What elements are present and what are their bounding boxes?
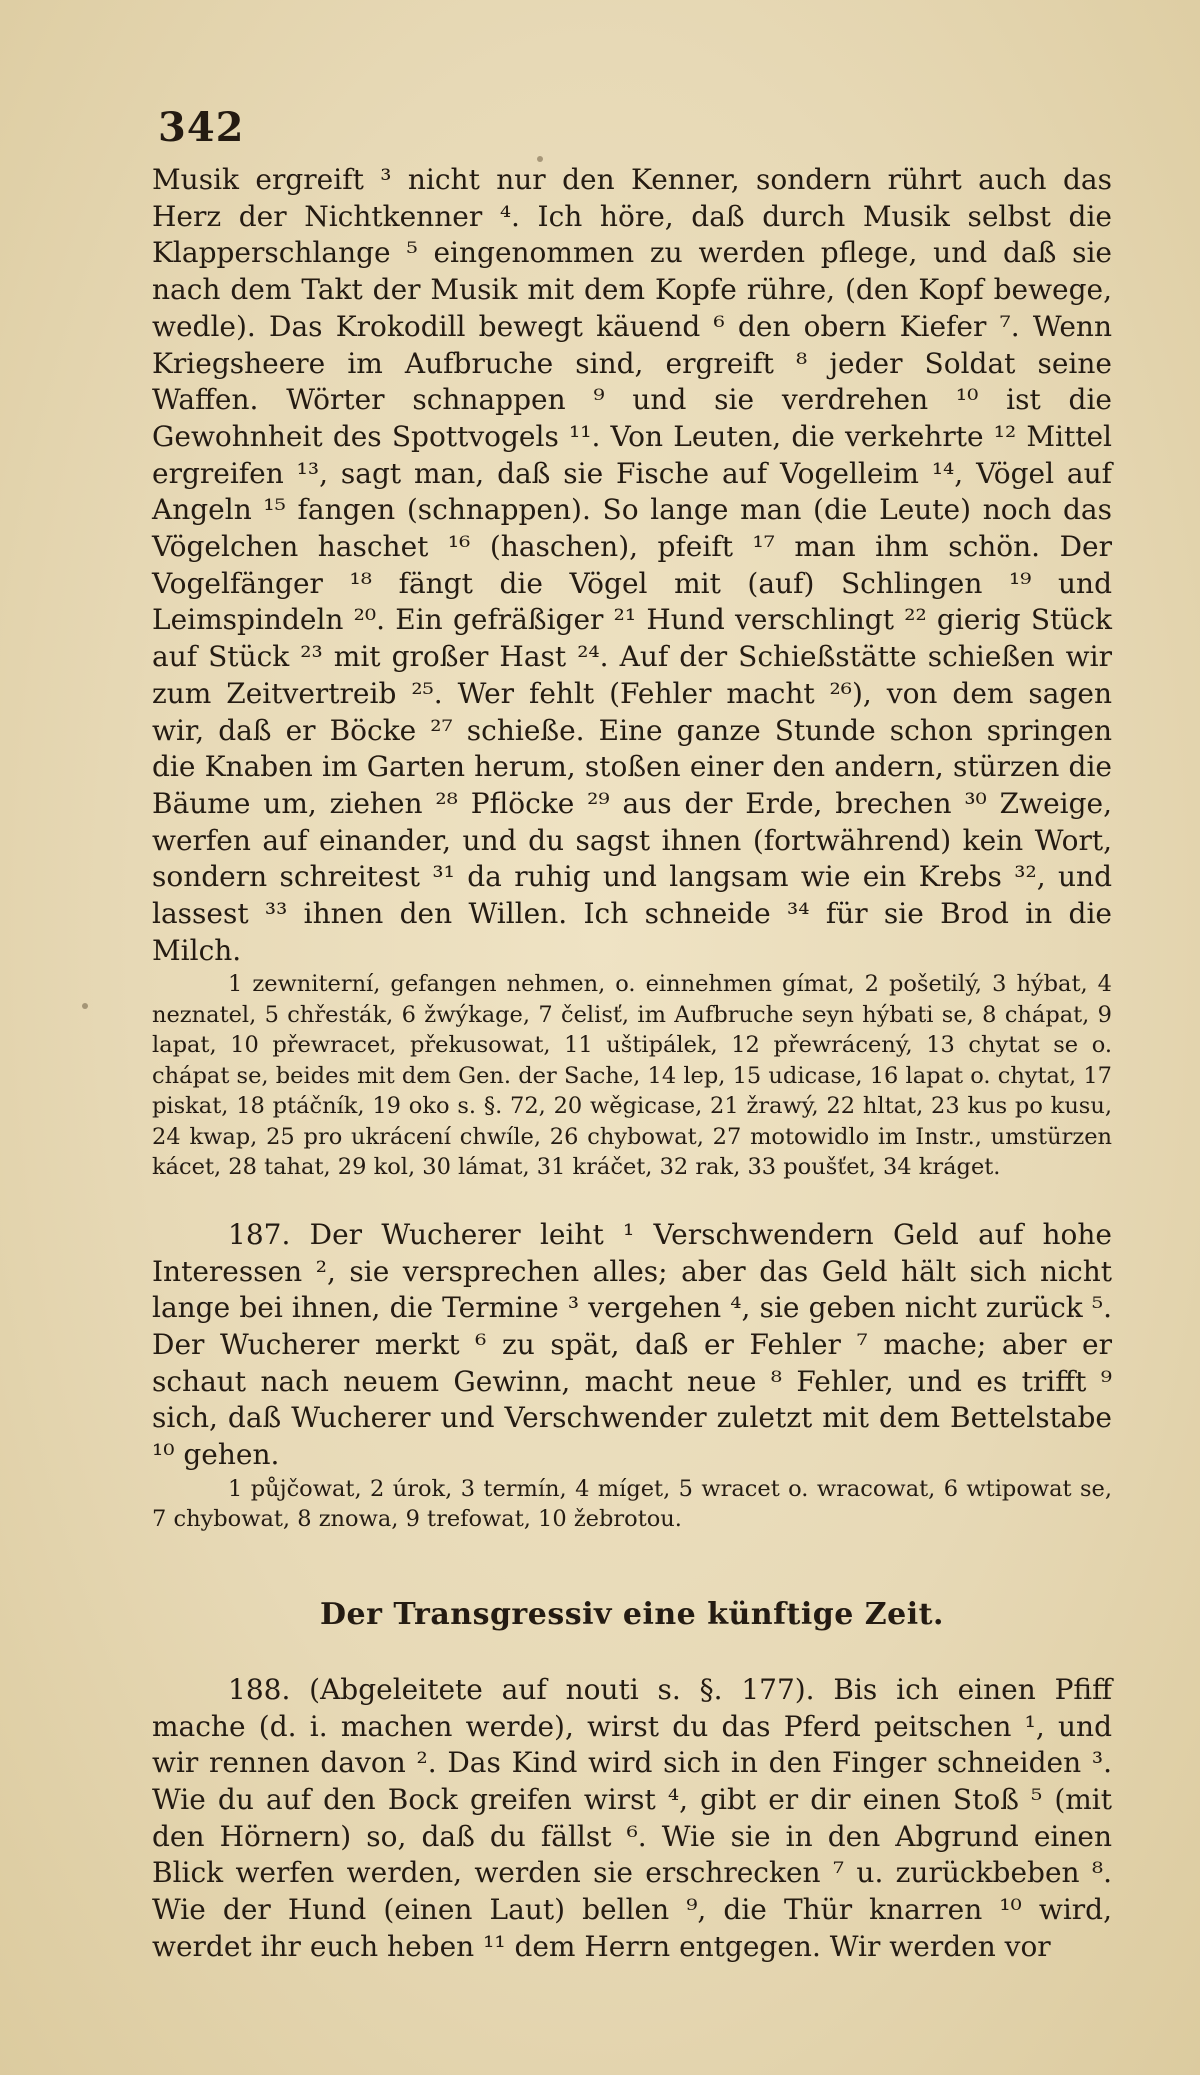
vocabulary-notes-187: 1 půjčowat, 2 úrok, 3 termín, 4 míget, 5 wracet o. wracowat, 6 wtipowat se, 7 chybowat, 8 znowa, 9 trefowat, 10 žebrotou. — [152, 1475, 1112, 1533]
paragraph-187: 187. Der Wucherer leiht ¹ Verschwendern Geld auf hohe Interessen ², sie versprechen alles; aber das Geld hält sich nicht lange bei ihnen, die Termine ³ vergehen ⁴, sie geben nicht zurück ⁵. Der Wucherer merkt ⁶ zu spät, daß er Fehler ⁷ mache; aber er schaut nach neuem Gewinn, macht neue ⁸ Fehler, und es trifft ⁹ sich, daß Wucherer und Verschwender zuletzt mit dem Bettelstabe ¹⁰ gehen. — [152, 1217, 1112, 1472]
section-heading: Der Transgressiv eine künftige Zeit. — [320, 1596, 944, 1632]
page-number: 342 — [158, 104, 245, 151]
paragraph-186-continued: Musik ergreift ³ nicht nur den Kenner, sondern rührt auch das Herz der Nichtkenner ⁴. Ich höre, daß durch Musik selbst die Klapperschlange ⁵ eingenommen zu werden pflege, und daß sie nach dem Takt der Musik mit dem Kopfe rühre, (den Kopf bewege, wedle). Das Krokodill bewegt käuend ⁶ den obern Kiefer ⁷. Wenn Kriegsheere im Aufbruche sind, ergreift ⁸ jeder Soldat seine Waffen. Wörter schnappen ⁹ und sie verdrehen ¹⁰ ist die Gewohnheit des Spottvogels ¹¹. Von Leuten, die verkehrte ¹² Mittel ergreifen ¹³, sagt man, daß sie Fische auf Vogelleim ¹⁴, Vögel auf Angeln ¹⁵ fangen (schnappen). So lange man (die Leute) noch das Vögelchen haschet ¹⁶ (haschen), pfeift ¹⁷ man ihm schön. Der Vogelfänger ¹⁸ fängt die Vögel mit (auf) Schlingen ¹⁹ und Leimspindeln ²⁰. Ein gefräßiger ²¹ Hund verschlingt ²² gierig Stück auf Stück ²³ mit großer Hast ²⁴. Auf der Schießstätte schießen wir zum Zeitvertreib ²⁵. Wer fehlt (Fehler macht ²⁶), von dem sagen wir, daß er Böcke ²⁷ schieße. Eine ganze Stunde schon springen die Knaben im Garten herum, stoßen einer den andern, stürzen die Bäume um, ziehen ²⁸ Pflöcke ²⁹ aus der Erde, brechen ³⁰ Zweige, werfen auf einander, und du sagst ihnen (fortwährend) kein Wort, sondern schreitest ³¹ da ruhig und langsam wie ein Krebs ³², und lassest ³³ ihnen den Willen. Ich schneide ³⁴ für sie Brod in die Milch. — [152, 163, 1112, 967]
vocabulary-notes-186: 1 zewniterní, gefangen nehmen, o. einnehmen gímat, 2 pošetilý, 3 hýbat, 4 neznatel, 5 chřesták, 6 žwýkage, 7 čelisť, im Aufbruche seyn hýbati se, 8 chápat, 9 lapat, 10 přewracet, překusowat, 11 uštipálek, 12 přewrácený, 13 chytat se o. chápat se, beides mit dem Gen. der Sache, 14 lep, 15 udicase, 16 lapat o. chytat, 17 piskat, 18 ptáčník, 19 oko s. §. 72, 20 wěgicase, 21 žrawý, 22 hltat, 23 kus po kusu, 24 kwap, 25 pro ukrácení chwíle, 26 chybowat, 27 motowidlo im Instr., umstürzen kácet, 28 tahat, 29 kol, 30 lámat, 31 kráčet, 32 rak, 33 poušťet, 34 kráget. — [152, 971, 1112, 1181]
ink-speck — [82, 1003, 88, 1009]
paragraph-188: 188. (Abgeleitete auf nouti s. §. 177). Bis ich einen Pfiff mache (d. i. machen werde), wirst du das Pferd peitschen ¹, und wir rennen davon ². Das Kind wird sich in den Finger schneiden ³. Wie du auf den Bock greifen wirst ⁴, gibt er dir einen Stoß ⁵ (mit den Hörnern) so, daß du fällst ⁶. Wie sie in den Abgrund einen Blick werfen werden, werden sie erschrecken ⁷ u. zurückbeben ⁸. Wie der Hund (einen Laut) bellen ⁹, die Thür knarren ¹⁰ wird, werdet ihr euch heben ¹¹ dem Herrn entgegen. Wir werden vor — [152, 1672, 1112, 1963]
page-body — [152, 162, 1112, 1966]
